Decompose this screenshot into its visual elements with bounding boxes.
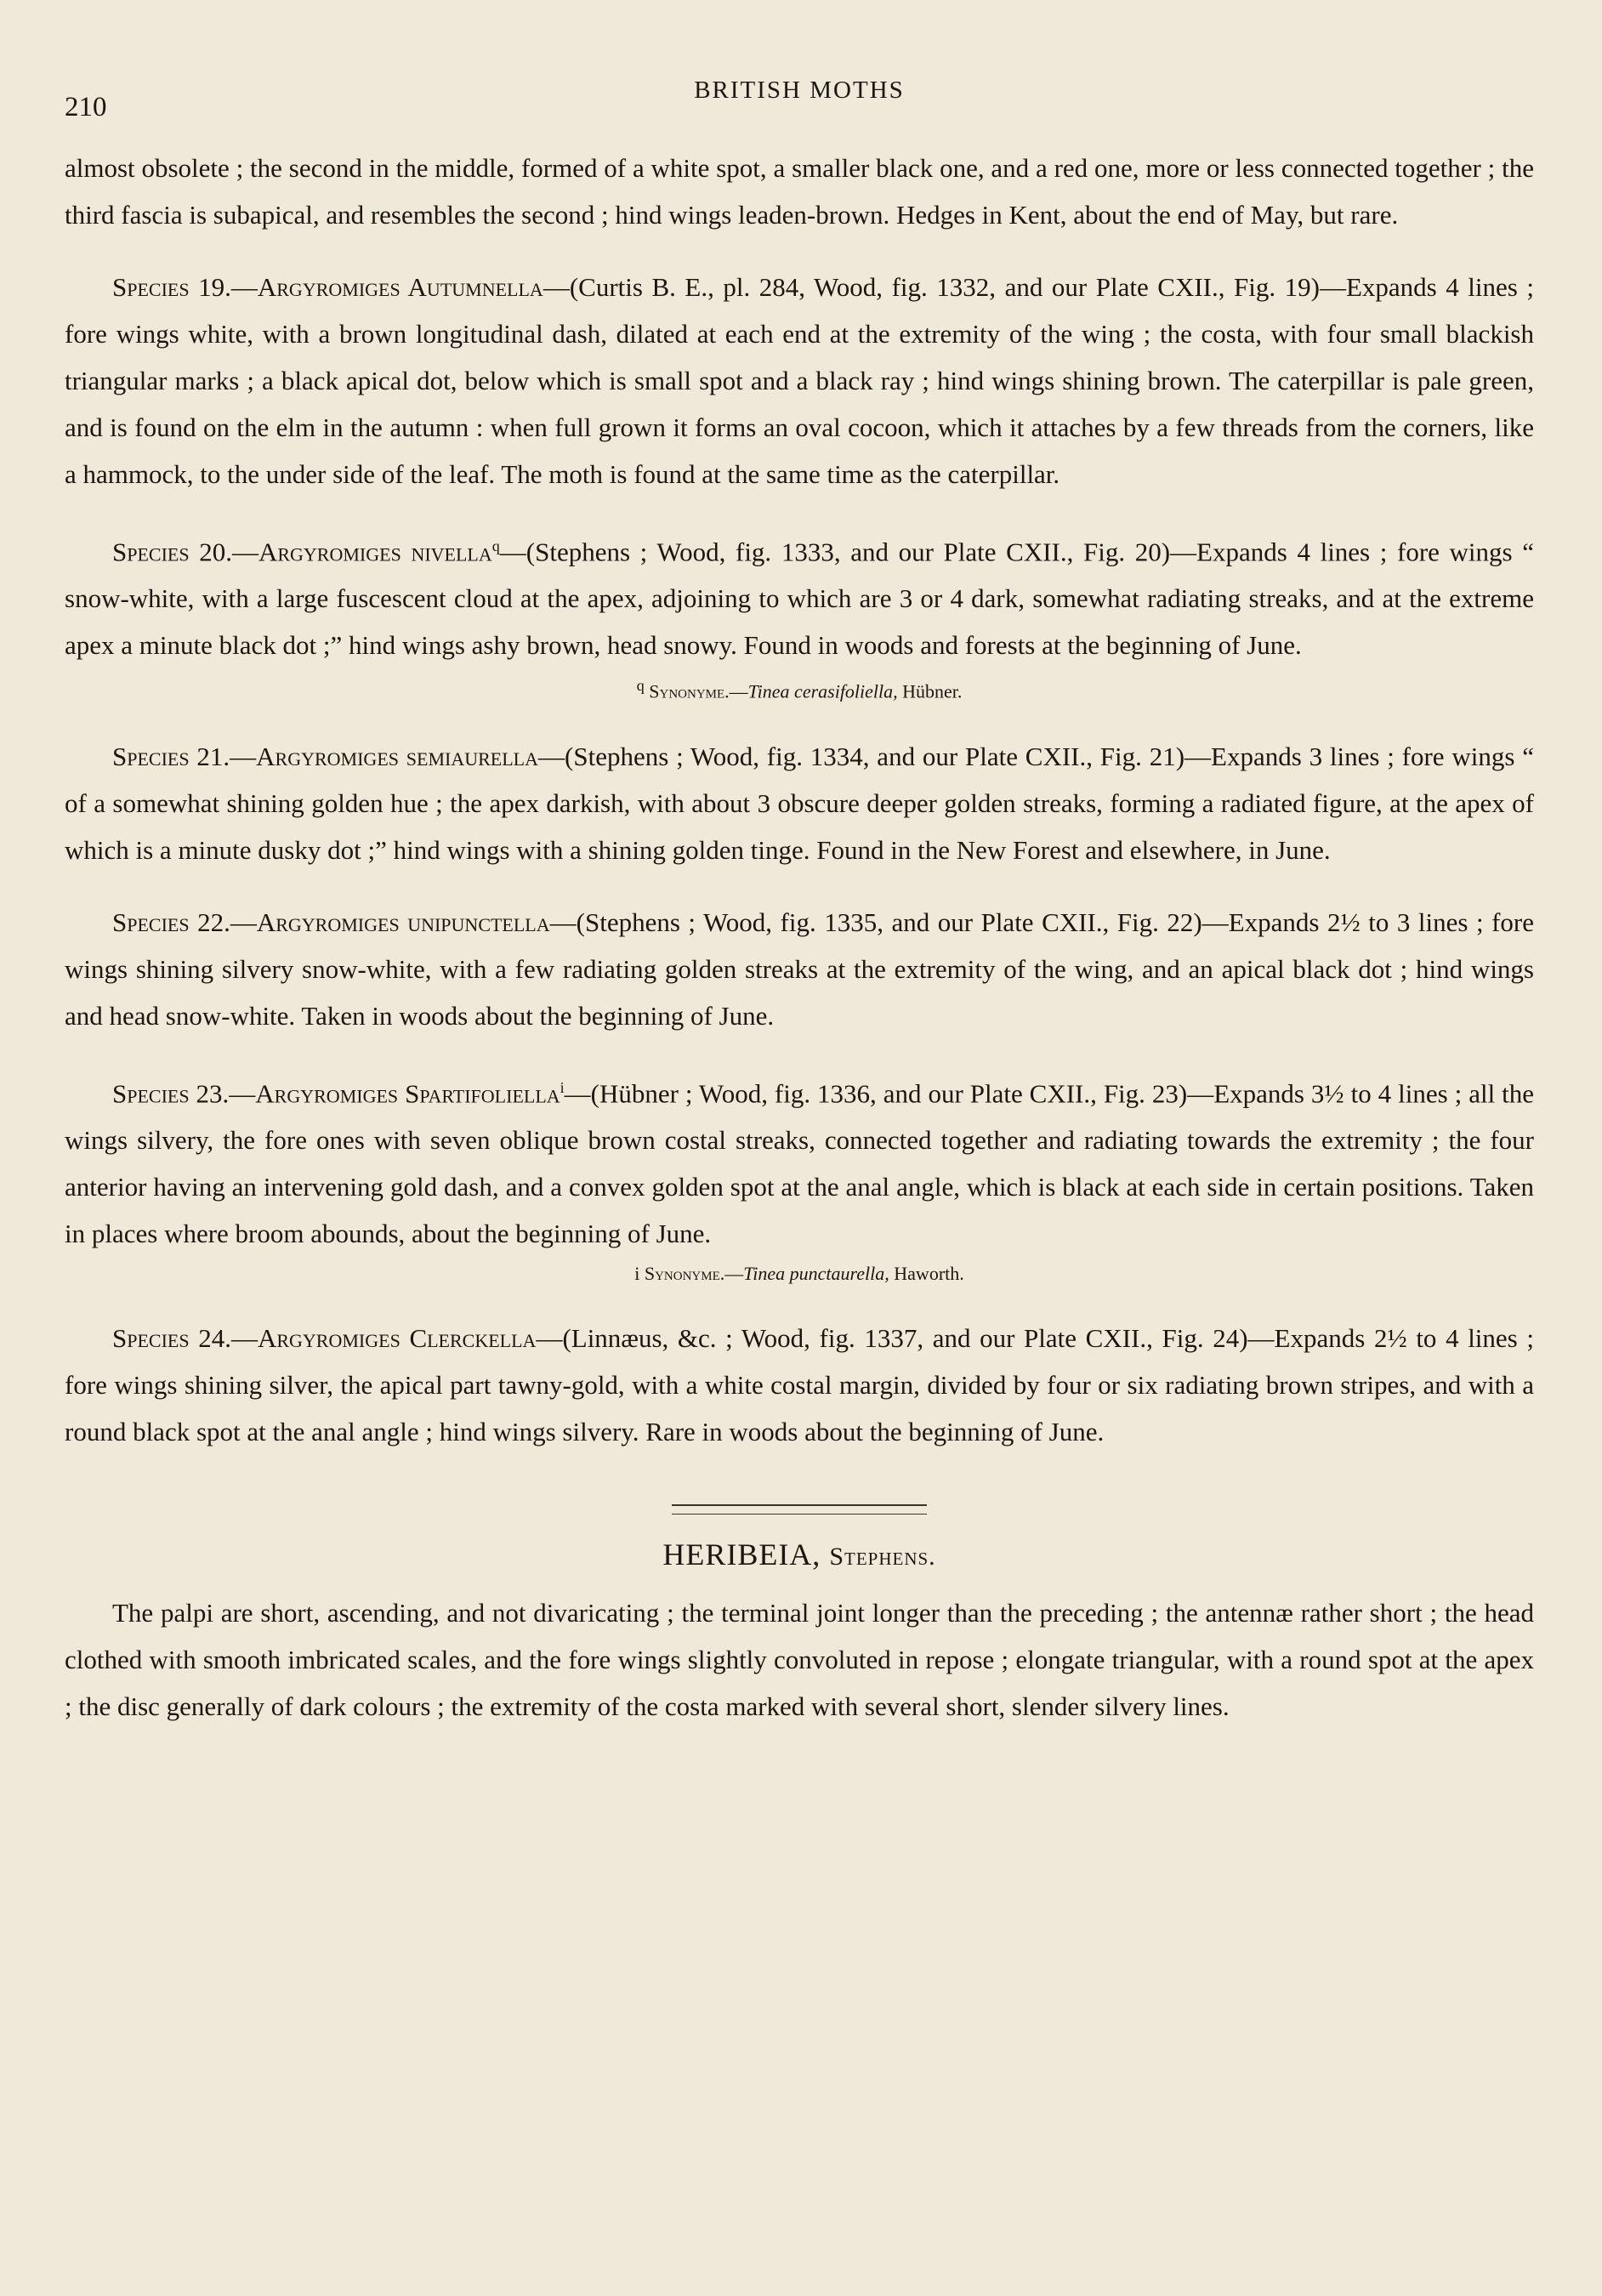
species-paragraph (65, 899, 1534, 1039)
intro-paragraph: almost obsolete ; the second in the middle, formed of a white spot, a smaller black one, and a red one, more or less connected together ; the third fascia is subapical, and resembles the second ; hind wings leaden-brown. Hedges in Kent, about the end of May, but rare. (65, 153, 1534, 230)
species-19 (65, 264, 1534, 497)
species-label: Species 24.—Argyromiges Clerckella (112, 1322, 537, 1353)
species-text: —(Curtis B. E., pl. 284, Wood, fig. 1332, and our Plate CXII., Fig. 19)—Expands 4 lines ; fore wings white, with a brown longitudinal dash, dilated at each end at the extremity of the wing ; the costa, with four small blackish triangular marks ; a black apical dot, below which is small spot and a black ray ; hind wings shining brown. The caterpillar is pale green, and is found on the elm in the autumn : when full grown it forms an oval cocoon, which it attaches by a few threads from the corners, like a hammock, to the under side of the leaf. The moth is found at the same time as the caterpillar. (65, 272, 1534, 489)
species-label: Species 22.—Argyromiges unipunctella (112, 906, 550, 937)
species-label: Species 20.—Argyromiges nivella (112, 537, 492, 567)
footnote-species-name: Tinea punctaurella, (743, 1262, 889, 1284)
section-divider (672, 1504, 927, 1515)
species-24 (65, 1315, 1534, 1455)
footnote (65, 670, 1534, 707)
species-text: —(Stephens ; Wood, fig. 1333, and our Plate CXII., Fig. 20)—Expands 4 lines ; fore wings “ snow-white, with a large fuscescent cloud at the apex, adjoining to which are 3 or 4 dark, somewhat radiating streaks, and at the extreme apex a minute black dot ;” hind wings ashy brown, head snowy. Found in woods and forests at the beginning of June. (65, 537, 1534, 661)
species-paragraph (65, 523, 1534, 668)
species-paragraph (65, 1065, 1534, 1257)
footnote-mark: q (636, 677, 645, 695)
species-paragraph (65, 264, 1534, 497)
species-label: Species 19.—Argyromiges Autumnella (112, 272, 543, 302)
footnote-mark: i (634, 1262, 640, 1284)
footnote (65, 1259, 1534, 1289)
footnote-species-name: Tinea cerasifoliella, (747, 680, 898, 702)
species-21 (65, 733, 1534, 873)
species-23 (65, 1065, 1534, 1289)
species-label: Species 21.—Argyromiges semiaurella (112, 741, 539, 771)
species-text: —(Stephens ; Wood, fig. 1334, and our Plate CXII., Fig. 21)—Expands 3 lines ; fore wings “ of a somewhat shining golden hue ; the apex darkish, with about 3 obscure deeper golden streaks, forming a radiated figure, at the apex of which is a minute dusky dot ;” hind wings with a shining golden tinge. Found in the New Forest and elsewhere, in June. (65, 741, 1534, 865)
genus-author: Stephens. (829, 1542, 936, 1571)
genus-description (65, 1589, 1534, 1730)
species-text: —(Linnæus, &c. ; Wood, fig. 1337, and our Plate CXII., Fig. 24)—Expands 2½ to 4 lines ; fore wings shining silver, the apical part tawny-gold, with a white costal margin, divided by four or six radiating brown stripes, and with a round black spot at the anal angle ; hind wings silvery. Rare in woods about the beginning of June. (65, 1322, 1534, 1446)
species-text: —(Stephens ; Wood, fig. 1335, and our Plate CXII., Fig. 22)—Expands 2½ to 3 lines ; fore wings shining silvery snow-white, with a few radiating golden streaks at the extremity of the wing, and an apical black dot ; hind wings and head snow-white. Taken in woods about the beginning of June. (65, 906, 1534, 1031)
species-label: Species 23.—Argyromiges Spartifoliella (112, 1077, 560, 1108)
species-paragraph (65, 733, 1534, 873)
footnote-marker: q (491, 537, 500, 554)
page-number: 210 (65, 92, 107, 122)
footnote-marker: i (560, 1078, 565, 1096)
footnote-label: Synonyme.— (649, 680, 748, 702)
species-22 (65, 899, 1534, 1039)
genus-description-text: The palpi are short, ascending, and not divaricating ; the terminal joint longer than the preceding ; the antennæ rather short ; the head clothed with smooth imbricated scales, and the fore wings slightly convoluted in repose ; elongate triangular, with a round spot at the apex ; the disc generally of dark colours ; the extremity of the costa marked with several short, slender silvery lines. (65, 1597, 1534, 1721)
species-text: —(Hübner ; Wood, fig. 1336, and our Plate CXII., Fig. 23)—Expands 3½ to 4 lines ; all the wings silvery, the fore ones with seven oblique brown costal streaks, connected together and radiating towards the extremity ; the four anterior having an intervening gold dash, and a convex golden spot at the anal angle, which is black at each side in certain positions. Taken in places where broom abounds, about the beginning of June. (65, 1077, 1535, 1248)
running-title: BRITISH MOTHS (694, 77, 905, 104)
footnote-author: Haworth. (894, 1262, 964, 1284)
footnote-label: Synonyme.— (644, 1262, 744, 1284)
species-20 (65, 523, 1534, 708)
genus-name: HERIBEIA, (662, 1537, 821, 1571)
genus-heading (65, 1537, 1534, 1572)
page-header (65, 77, 1534, 145)
footnote-author: Hübner. (902, 680, 963, 702)
species-paragraph (65, 1315, 1534, 1455)
